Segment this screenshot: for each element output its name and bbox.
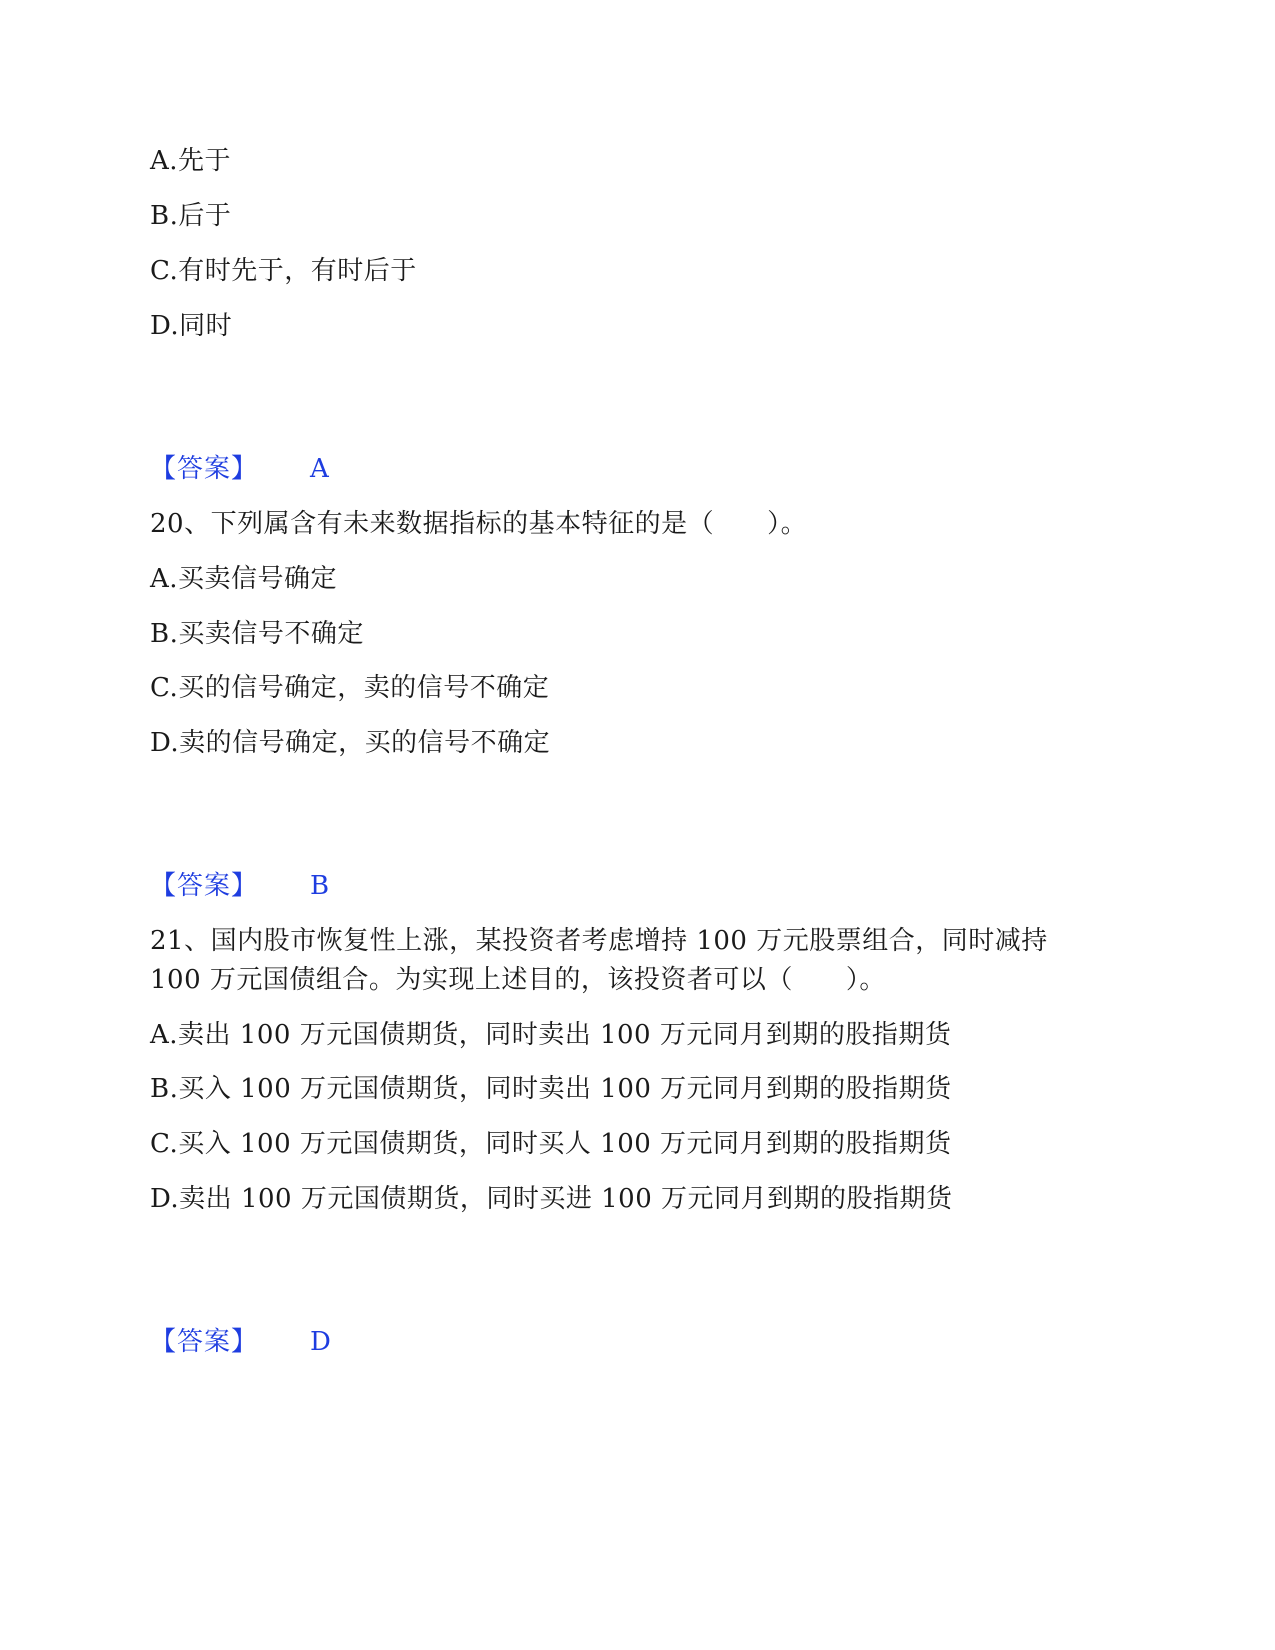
q20-option-a: A.买卖信号确定 [150,564,338,594]
q20-answer [150,869,329,903]
q21-option-b: B.买入 100 万元国债期货，同时卖出 100 万元同月到期的股指期货 [150,1074,952,1104]
q21-option-d: D.卖出 100 万元国债期货，同时买进 100 万元同月到期的股指期货 [150,1184,953,1214]
q19-answer-tag: 【答案】 [150,454,259,484]
q21-option-a: A.卖出 100 万元国债期货，同时卖出 100 万元同月到期的股指期货 [150,1020,952,1050]
q21-option-c: C.买入 100 万元国债期货，同时买人 100 万元同月到期的股指期货 [150,1129,952,1159]
q21-answer-tag: 【答案】 [150,1327,259,1357]
q19-option-d: D.同时 [150,311,233,341]
q20-stem: 20、下列属含有未来数据指标的基本特征的是（ ）。 [150,509,808,539]
q19-option-c: C.有时先于，有时后于 [150,256,417,286]
q21-answer-value: D [310,1327,331,1357]
q20-answer-tag: 【答案】 [150,871,259,901]
q19-option-a: A.先于 [150,146,232,176]
q20-option-b: B.买卖信号不确定 [150,619,364,649]
q21-stem-line1: 21、国内股市恢复性上涨，某投资者考虑增持 100 万元股票组合，同时减持 [150,926,1048,956]
q19-answer [150,452,329,486]
q20-option-d: D.卖的信号确定，买的信号不确定 [150,728,551,758]
q20-answer-value: B [310,871,330,901]
q19-answer-value: A [310,454,329,484]
q19-option-b: B.后于 [150,201,232,231]
q20-option-c: C.买的信号确定，卖的信号不确定 [150,673,550,703]
q21-stem-line2: 100 万元国债组合。为实现上述目的，该投资者可以（ ）。 [150,965,886,995]
q21-answer [150,1325,331,1359]
